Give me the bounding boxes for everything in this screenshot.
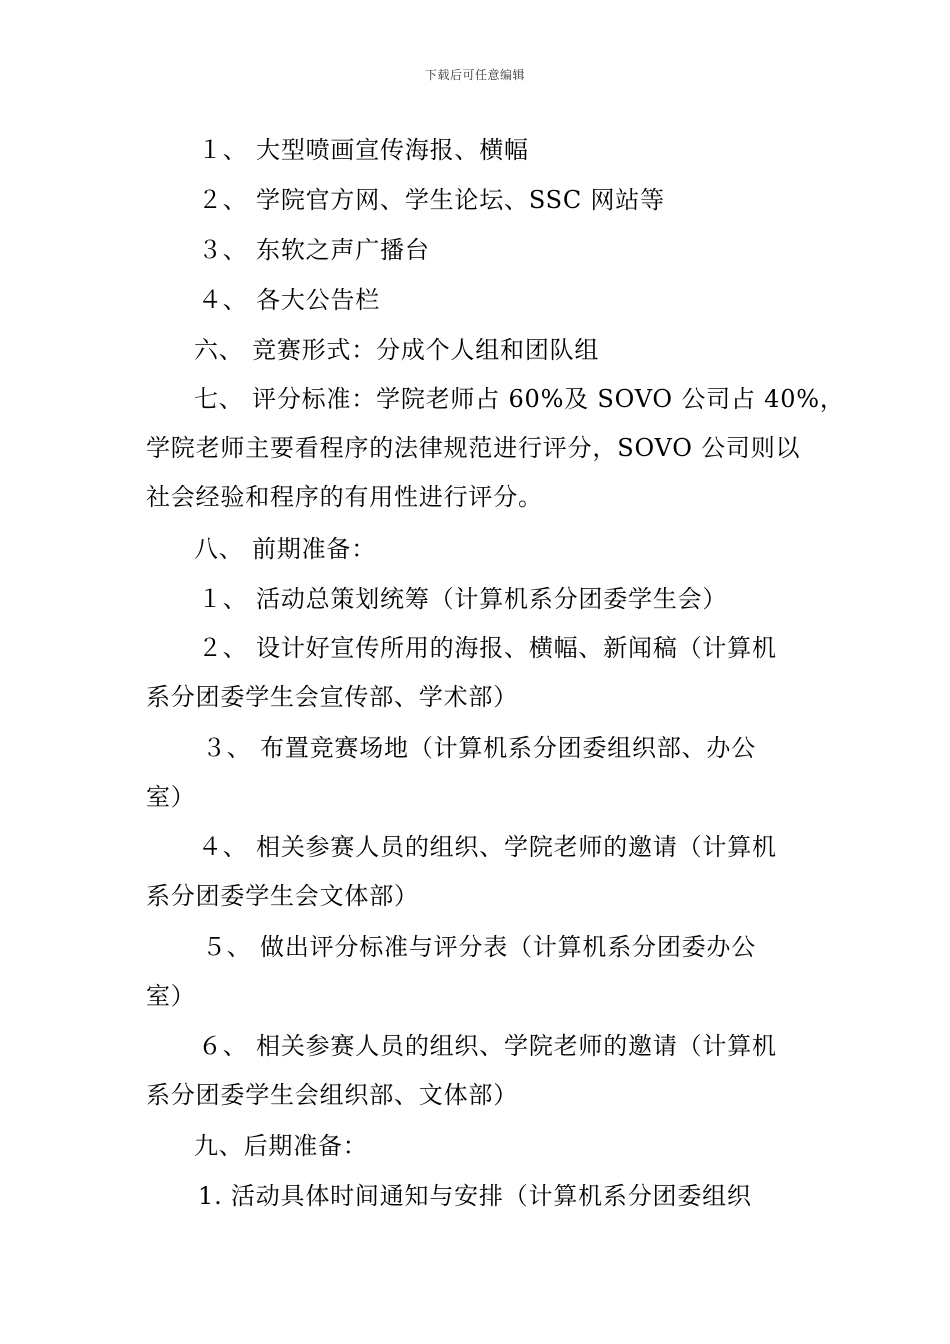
- body-line: 系分团委学生会文体部）: [146, 882, 419, 910]
- body-line: 1. 活动具体时间通知与安排（计算机系分团委组织: [198, 1182, 752, 1210]
- body-line: １、 大型喷画宣传海报、横幅: [198, 136, 529, 164]
- body-line: ３、 东软之声广播台: [198, 236, 430, 264]
- body-line: 学院老师主要看程序的法律规范进行评分，SOVO 公司则以: [146, 434, 801, 462]
- body-line: 室）: [146, 982, 196, 1010]
- body-line: ５、 做出评分标准与评分表（计算机系分团委办公: [202, 933, 757, 961]
- body-line: １、 活动总策划统筹（计算机系分团委学生会）: [198, 585, 728, 613]
- body-line: 系分团委学生会组织部、文体部）: [146, 1081, 518, 1109]
- section-heading: 六、 竞赛形式：分成个人组和团队组: [194, 336, 600, 364]
- body-line: ３、 布置竞赛场地（计算机系分团委组织部、办公: [202, 734, 757, 762]
- section-heading: 八、 前期准备：: [194, 535, 377, 563]
- body-line: 系分团委学生会宣传部、学术部）: [146, 683, 518, 711]
- body-line: ４、 各大公告栏: [198, 286, 381, 314]
- body-line: ６、 相关参赛人员的组织、学院老师的邀请（计算机: [198, 1032, 777, 1060]
- section-heading: 九、后期准备：: [194, 1132, 368, 1160]
- body-line: ２、 设计好宣传所用的海报、横幅、新闻稿（计算机: [198, 634, 777, 662]
- body-line: ２、 学院官方网、学生论坛、SSC 网站等: [198, 186, 665, 214]
- header-note: 下载后可任意编辑: [424, 68, 525, 82]
- body-line: ４、 相关参赛人员的组织、学院老师的邀请（计算机: [198, 833, 777, 861]
- body-line: 社会经验和程序的有用性进行评分。: [146, 483, 543, 511]
- section-heading: 七、 评分标准：学院老师占 60%及 SOVO 公司占 40%，: [194, 385, 845, 413]
- body-line: 室）: [146, 783, 196, 811]
